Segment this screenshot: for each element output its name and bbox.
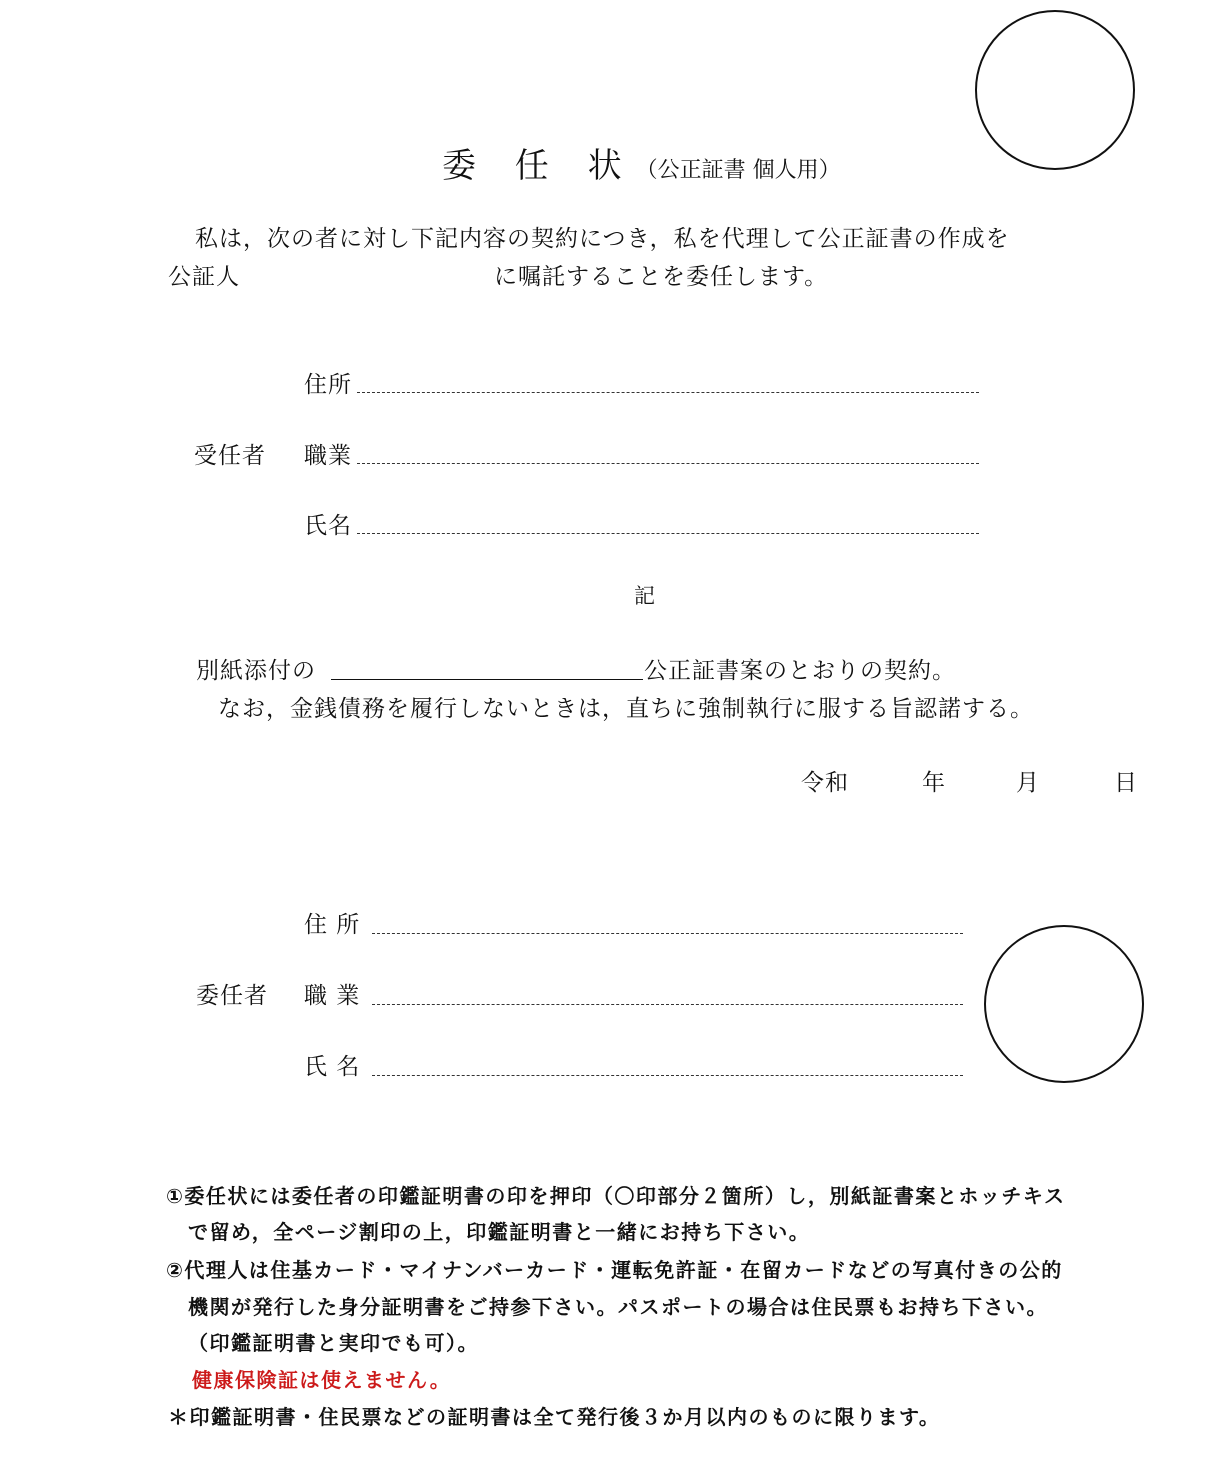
note-1-line-2: で留め，全ページ割印の上，印鑑証明書と一緒にお持ち下さい。 [188, 1220, 811, 1244]
agent-occupation-field[interactable] [357, 463, 979, 464]
intro-line-2: に嘱託することを委任します。 [494, 264, 829, 290]
ki-heading: 記 [634, 584, 656, 608]
principal-address-label: 住 所 [304, 912, 361, 938]
contract-line-2: なお，金銭債務を履行しないときは，直ちに強制執行に服する旨認諾する。 [218, 696, 1034, 722]
agent-role-label: 受任者 [194, 443, 266, 469]
note-2-line-1: ②代理人は住基カード・マイナンバーカード・運転免許証・在留カードなどの写真付きの公的 [166, 1258, 1063, 1282]
principal-role-label: 委任者 [196, 983, 268, 1009]
principal-name-field[interactable] [372, 1075, 963, 1076]
agent-name-label: 氏名 [304, 513, 352, 539]
date-month-label: 月 [1016, 770, 1040, 796]
intro-notary-label: 公証人 [168, 264, 240, 290]
seal-circle-principal[interactable] [984, 925, 1144, 1083]
page-title [442, 138, 841, 187]
intro-line-1: 私は，次の者に対し下記内容の契約につき，私を代理して公正証書の作成を [195, 226, 1010, 252]
date-day-label: 日 [1114, 770, 1138, 796]
note-2-line-3: （印鑑証明書と実印でも可）。 [188, 1331, 479, 1355]
principal-occupation-field[interactable] [372, 1004, 963, 1005]
note-1-line-1: ①委任状には委任者の印鑑証明書の印を押印（〇印部分２箇所）し，別紙証書案とホッチキス [166, 1184, 1066, 1208]
title-main: 委 任 状 [442, 146, 636, 186]
agent-occupation-label: 職業 [304, 443, 352, 469]
contract-suffix: 公正証書案のとおりの契約。 [644, 658, 956, 684]
note-2-line-2: 機関が発行した身分証明書をご持参下さい。パスポートの場合は住民票もお持ち下さい。 [188, 1295, 1048, 1319]
principal-occupation-label: 職 業 [304, 983, 361, 1009]
title-subtitle: （公正証書 個人用） [635, 158, 841, 183]
agent-address-label: 住所 [304, 372, 352, 398]
notary-name-field[interactable] [252, 258, 488, 288]
contract-prefix: 別紙添付の [196, 658, 316, 684]
date-year-label: 年 [922, 770, 946, 796]
agent-name-field[interactable] [357, 533, 979, 534]
date-month-value[interactable] [954, 764, 1010, 792]
seal-circle-top[interactable] [975, 10, 1135, 170]
date-era: 令和 [801, 770, 849, 796]
principal-address-field[interactable] [372, 933, 963, 934]
contract-name-field[interactable] [331, 679, 643, 680]
date-year-value[interactable] [860, 764, 916, 792]
warning-health-insurance: 健康保険証は使えません。 [192, 1368, 452, 1392]
principal-name-label: 氏 名 [304, 1054, 361, 1080]
date-day-value[interactable] [1048, 764, 1108, 792]
agent-address-field[interactable] [357, 392, 979, 393]
footer-note: ＊印鑑証明書・住民票などの証明書は全て発行後３か月以内のものに限ります。 [168, 1405, 941, 1429]
